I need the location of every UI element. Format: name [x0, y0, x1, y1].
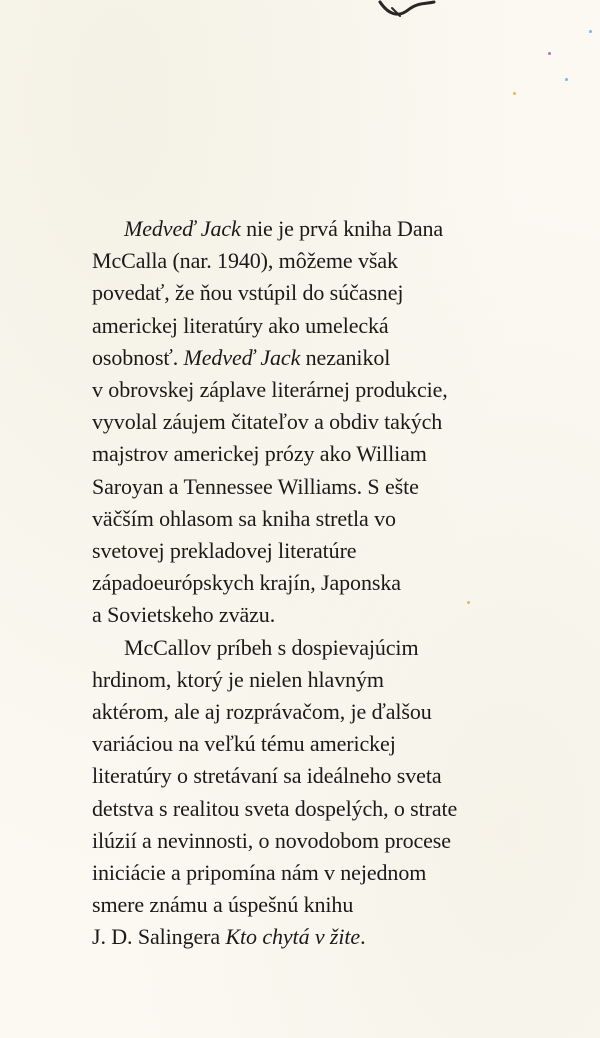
text-line: majstrov americkej prózy ako William — [92, 441, 427, 467]
text-line: iniciácie a pripomína nám v nejednom — [92, 860, 427, 886]
text-line: hrdinom, ktorý je nielen hlavným — [92, 666, 384, 692]
text-run: nezanikol — [300, 344, 391, 370]
text-line — [92, 213, 572, 245]
paper-speck — [589, 30, 592, 33]
text-line: detstva s realitou sveta dospelých, o strate — [92, 795, 458, 821]
blurb-text — [92, 213, 572, 954]
text-run: nie je prvá kniha Dana — [240, 216, 444, 241]
book-title-italic: Kto chytá v žite — [225, 924, 361, 950]
text-line: literatúry o stretávaní sa ideálneho sveta — [92, 763, 442, 789]
text-line: povedať, že ňou vstúpil do súčasnej — [92, 280, 404, 306]
paper-speck — [548, 52, 551, 55]
text-run: osobnosť. — [92, 344, 184, 370]
text-line: svetovej prekladovej literatúre — [92, 538, 357, 564]
paper-speck — [513, 92, 516, 95]
text-line: v obrovskej záplave literárnej produkcie, — [92, 377, 448, 403]
text-line: západoeurópskych krajín, Japonska — [92, 570, 401, 596]
text-line: smere známu a úspešnú knihu — [92, 892, 354, 918]
text-line: väčším ohlasom sa kniha stretla vo — [92, 505, 396, 531]
text-line: americkej literatúry ako umelecká — [92, 312, 389, 338]
text-line: a Sovietskeho zväzu. — [92, 602, 276, 628]
text-line: McCallov príbeh s dospievajúcim — [124, 634, 419, 660]
text-line — [92, 921, 572, 953]
text-run: J. D. Salingera — [92, 924, 226, 950]
text-line: Saroyan a Tennessee Williams. S ešte — [92, 473, 419, 499]
ink-scribble-mark — [378, 0, 438, 22]
text-line: ilúzií a nevinnosti, o novodobom procese — [92, 827, 451, 853]
text-line — [92, 342, 572, 374]
text-run: . — [360, 924, 366, 950]
text-line: variáciou na veľkú tému americkej — [92, 731, 396, 757]
text-line: McCalla (nar. 1940), môžeme však — [92, 248, 398, 274]
text-line: aktérom, ale aj rozprávačom, je ďalšou — [92, 699, 432, 725]
text-line: vyvolal záujem čitateľov a obdiv takých — [92, 409, 443, 435]
paper-speck — [565, 78, 568, 81]
book-title-italic: Medveď Jack — [183, 344, 301, 370]
book-title-italic: Medveď Jack — [124, 216, 241, 241]
